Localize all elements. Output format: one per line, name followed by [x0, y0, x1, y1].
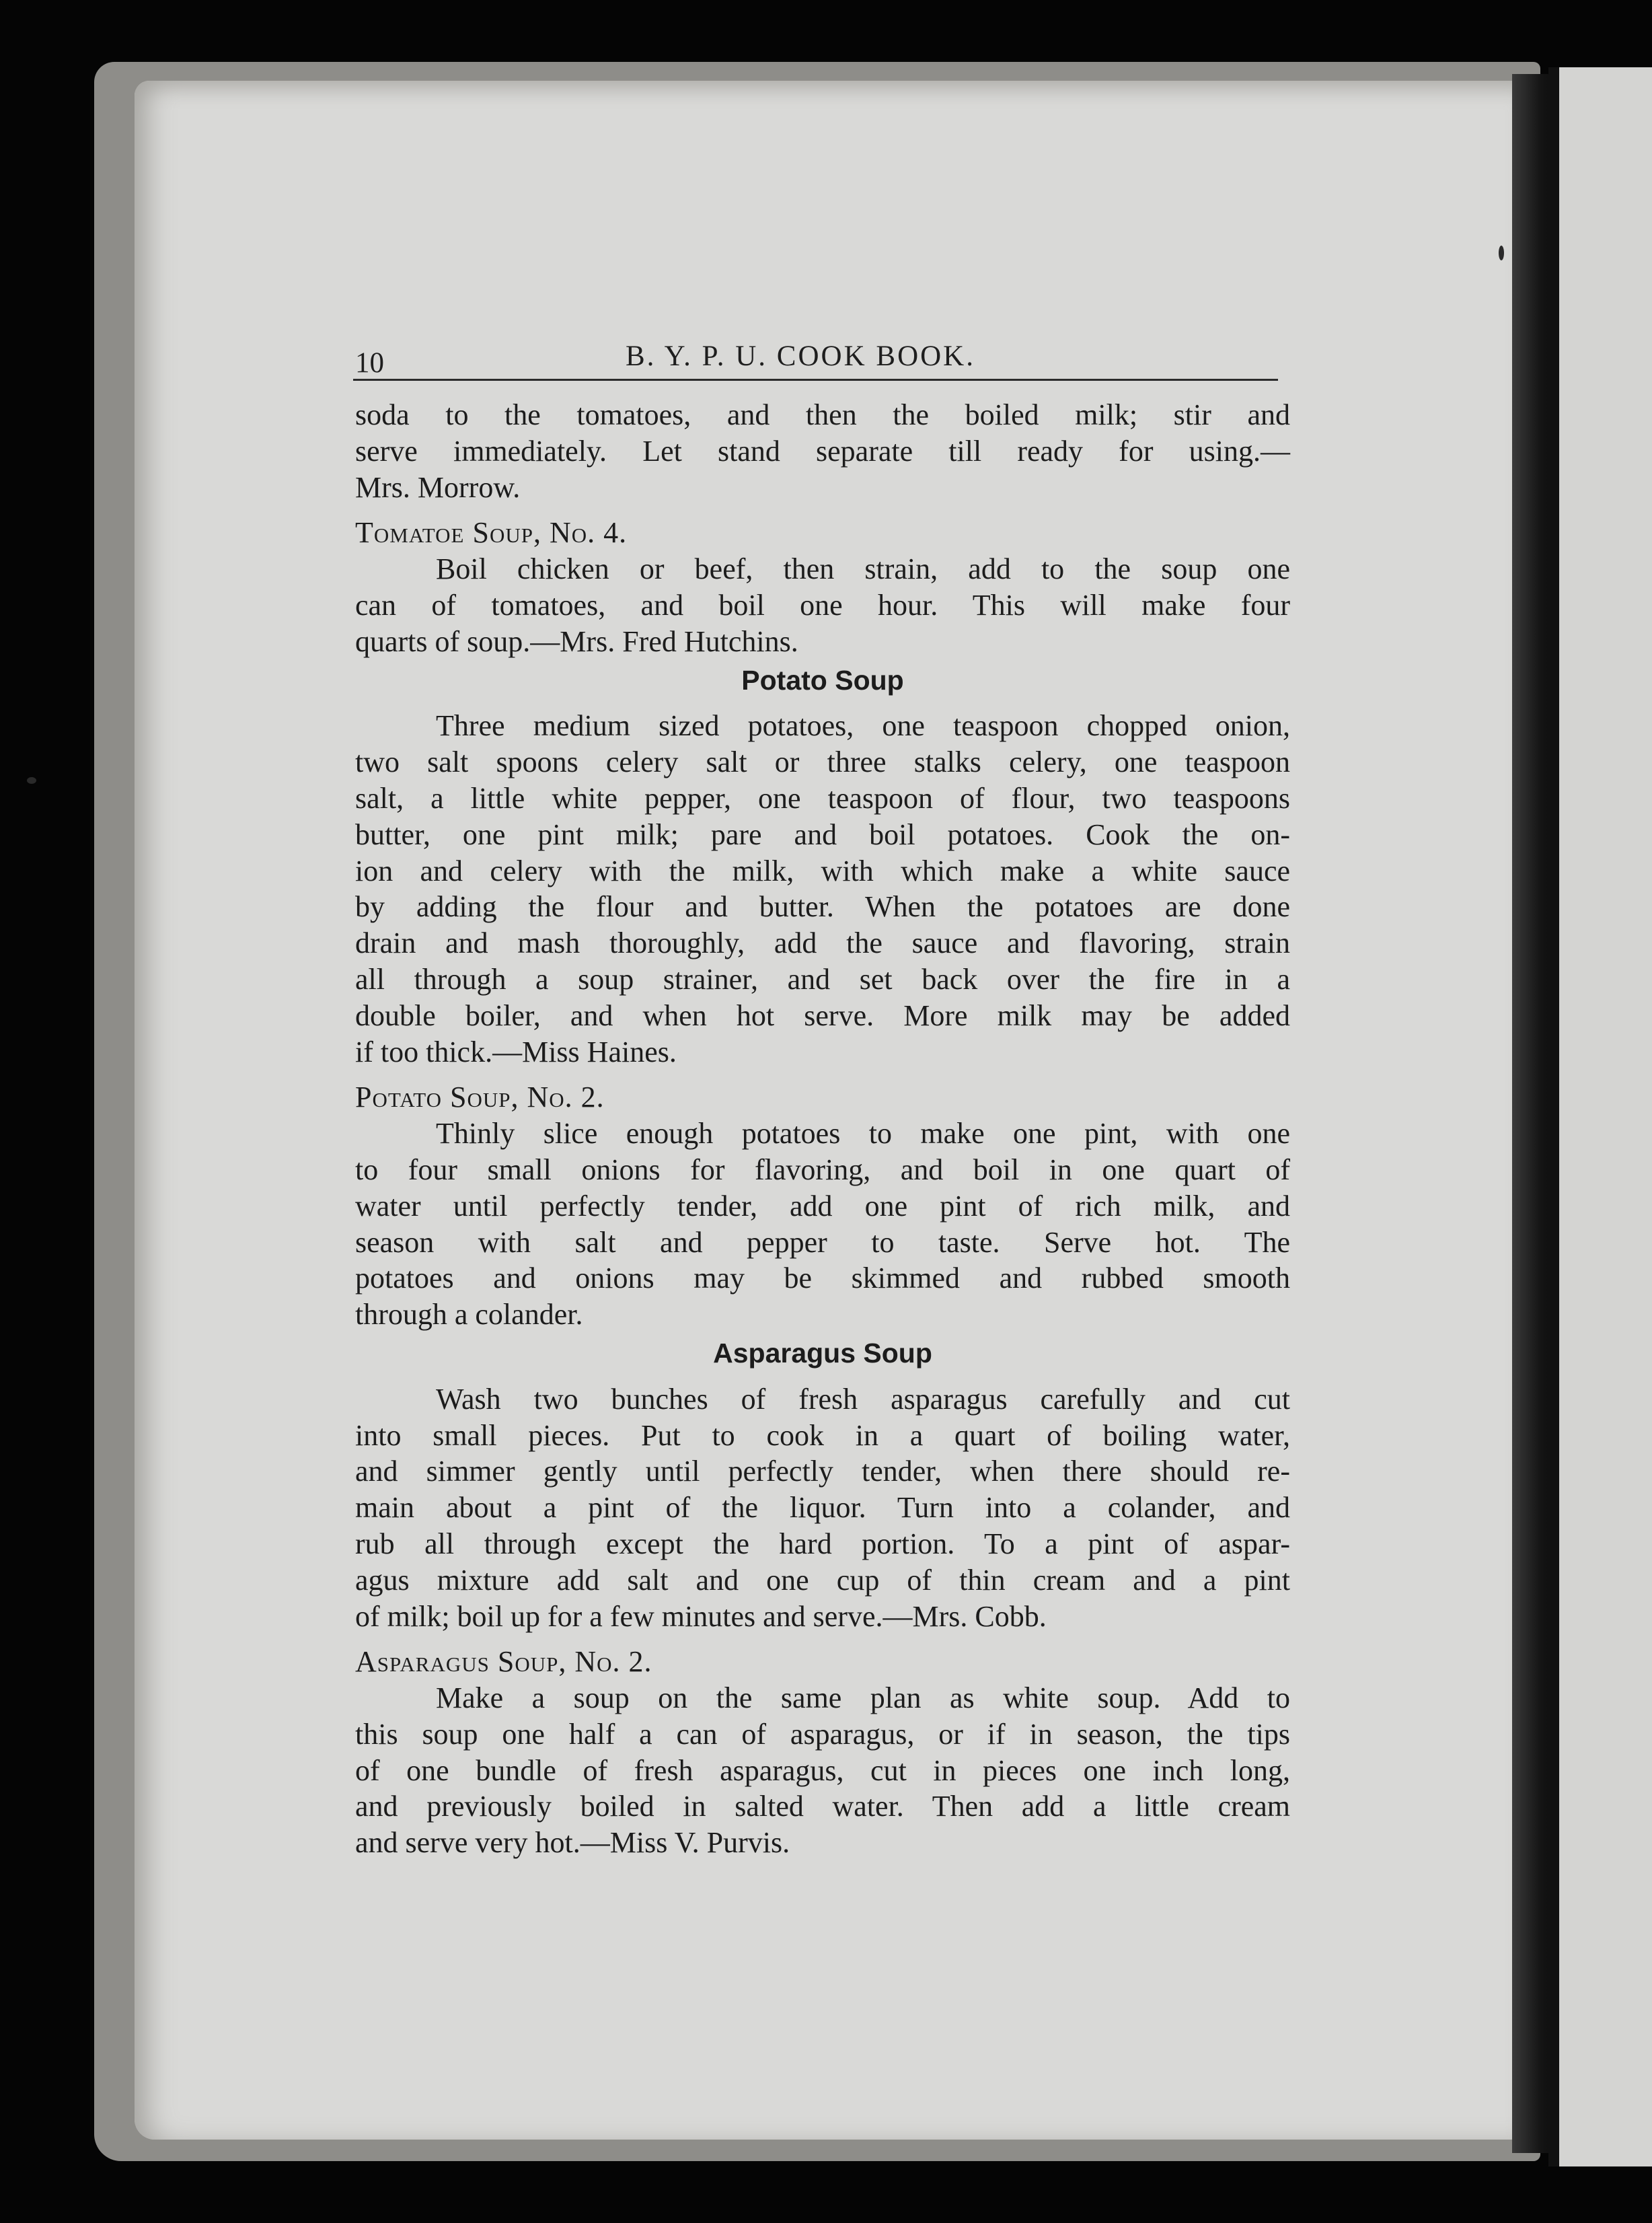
text-line: quarts of soup.—Mrs. Fred Hutchins. [355, 624, 798, 658]
section-heading-asparagus-soup: Asparagus Soup [713, 1337, 932, 1369]
text-line: two salt spoons celery salt or three stalks celery, one teaspoon [355, 745, 1290, 779]
page-number: 10 [355, 347, 384, 379]
recipe-label-tomato-soup-4: Tomatoe Soup, No. 4. [355, 516, 628, 550]
recipe-label-potato-soup-2: Potato Soup, No. 2. [355, 1081, 605, 1114]
text-line: potatoes and onions may be skimmed and rubbed smooth [355, 1262, 1290, 1295]
text-line: if too thick.—Miss Haines. [355, 1035, 677, 1068]
text-line: season with salt and pepper to taste. Serve hot. The [355, 1225, 1290, 1259]
text-line: all through a soup strainer, and set back over the fire in a [355, 962, 1290, 996]
recipe-text [355, 397, 1290, 1861]
text-line: salt, a little white pepper, one teaspoon of flour, two teaspoons [355, 781, 1290, 815]
section-heading-potato-soup: Potato Soup [741, 664, 904, 696]
text-line: can of tomatoes, and boil one hour. This will make four [355, 588, 1290, 622]
text-line: by adding the flour and butter. When the potatoes are done [355, 890, 1290, 924]
text-line: butter, one pint milk; pare and boil potatoes. Cook the on- [355, 817, 1290, 851]
text-line: of one bundle of fresh asparagus, cut in pieces one inch long, [355, 1753, 1290, 1787]
text-line: main about a pint of the liquor. Turn into a colander, and [355, 1491, 1290, 1525]
text-line: Wash two bunches of fresh asparagus carefully and cut [436, 1382, 1290, 1416]
text-line: soda to the tomatoes, and then the boiled milk; stir and [355, 398, 1290, 431]
text-line: into small pieces. Put to cook in a quart of boiling water, [355, 1418, 1290, 1452]
text-line: and simmer gently until perfectly tender, when there should re- [355, 1455, 1290, 1488]
running-head [353, 340, 1278, 381]
text-line: Three medium sized potatoes, one teaspoon chopped onion, [436, 709, 1290, 743]
text-line: this soup one half a can of asparagus, or if in season, the tips [355, 1717, 1290, 1751]
text-line: rub all through except the hard portion. To a pint of aspar- [355, 1527, 1290, 1560]
text-line: Boil chicken or beef, then strain, add to the soup one [436, 552, 1290, 586]
text-line: to four small onions for flavoring, and boil in one quart of [355, 1153, 1290, 1186]
text-line: Make a soup on the same plan as white soup. Add to [436, 1681, 1290, 1715]
text-line: ion and celery with the milk, with which make a white sauce [355, 854, 1290, 887]
recipe-label-asparagus-soup-2: Asparagus Soup, No. 2. [355, 1645, 652, 1679]
text-line: through a colander. [355, 1298, 583, 1332]
text-line: double boiler, and when hot serve. More milk may be added [355, 998, 1290, 1032]
text-line: drain and mash thoroughly, add the sauce and flavoring, strain [355, 926, 1290, 960]
ink-speck [1499, 246, 1504, 260]
text-line: and serve very hot.—Miss V. Purvis. [355, 1826, 790, 1860]
text-line: water until perfectly tender, add one pint of rich milk, and [355, 1189, 1290, 1223]
facing-page-edge [1559, 67, 1652, 2166]
book-title: B. Y. P. U. COOK BOOK. [626, 340, 975, 372]
text-line: of milk; boil up for a few minutes and serve.—Mrs. Cobb. [355, 1599, 1047, 1633]
text-line: Mrs. Morrow. [355, 470, 521, 504]
text-line: agus mixture add salt and one cup of thin cream and a pint [355, 1563, 1290, 1597]
text-line: and previously boiled in salted water. Then add a little cream [355, 1790, 1290, 1823]
ink-speck [27, 777, 36, 784]
text-line: Thinly slice enough potatoes to make one pint, with one [436, 1117, 1290, 1151]
text-line: serve immediately. Let stand separate till ready for using.— [355, 434, 1290, 468]
